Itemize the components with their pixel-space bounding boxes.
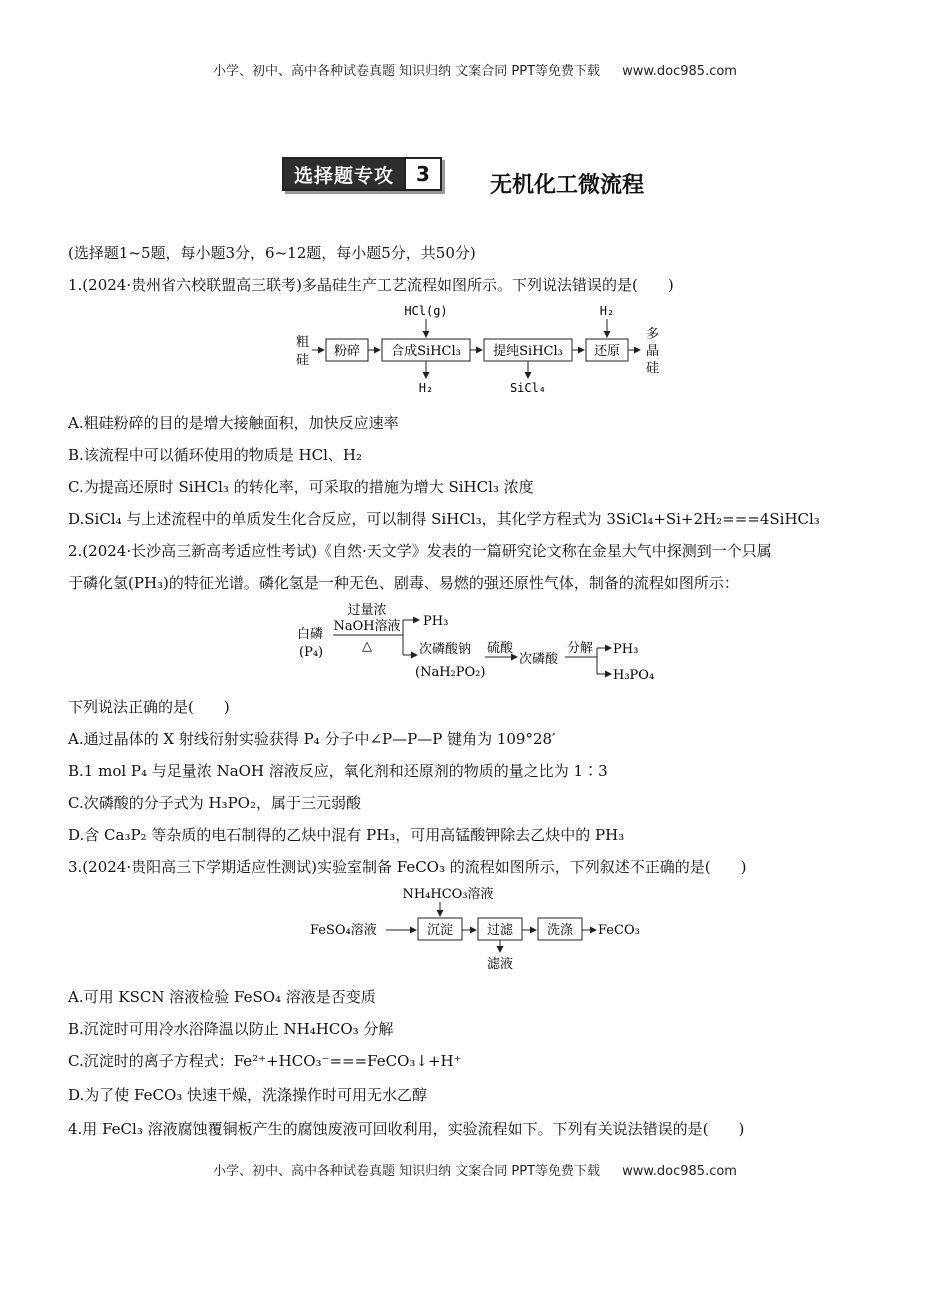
- q2-cond-3: △: [362, 639, 372, 654]
- q1-box-reduce-label: 还原: [593, 344, 621, 359]
- q3-option-d: D.为了使 FeCO₃ 快速干燥，洗涤操作时可用无水乙醇: [68, 1086, 428, 1104]
- q1-start-2: 硅: [296, 353, 310, 368]
- q2-start-sub: (P₄): [299, 645, 324, 660]
- q2-mid: 次磷酸钠: [419, 642, 472, 657]
- q3-start: FeSO₄溶液: [310, 923, 377, 938]
- q2-flow-diagram: [295, 600, 665, 686]
- q1-option-d: D.SiCl₄ 与上述流程中的单质发生化合反应，可以制得 SiHCl₃，其化学方程式为 3SiCl₄+Si+2H₂===4SiHCl₃: [68, 510, 820, 528]
- q2-option-d: D.含 Ca₃P₂ 等杂质的电石制得的乙炔中混有 PH₃，可用高锰酸钾除去乙炔中的 PH₃: [68, 826, 625, 844]
- page-header: [0, 60, 950, 79]
- header-site[interactable]: www.doc985.com: [622, 64, 737, 79]
- q3-out-filtrate: 滤液: [486, 957, 514, 972]
- q2-ask: 下列说法正确的是( ): [68, 698, 230, 716]
- q2-option-b: B.1 mol P₄ 与足量浓 NaOH 溶液反应，氧化剂和还原剂的物质的量之比为 1∶3: [68, 762, 608, 780]
- q1-box-crush-label: 粉碎: [333, 344, 361, 359]
- q3-box-wash-label: 洗涤: [546, 923, 574, 938]
- q1-option-c: C.为提高还原时 SiHCl₃ 的转化率，可采取的措施为增大 SiHCl₃ 浓度: [68, 478, 534, 496]
- q2-cond-2: NaOH溶液: [333, 619, 401, 634]
- q4-stem: 4.用 FeCl₃ 溶液腐蚀覆铜板产生的腐蚀废液可回收利用，实验流程如下。下列有关说法错误的是( ): [68, 1120, 745, 1138]
- q2-option-c: C.次磷酸的分子式为 H₃PO₂，属于三元弱酸: [68, 794, 361, 812]
- q2-start: 白磷: [297, 627, 324, 642]
- q2-prod-2: PH₃: [613, 642, 639, 657]
- q1-end-1: 多: [646, 327, 660, 342]
- q1-in-hcl: HCl(g): [404, 304, 448, 318]
- q3-option-b: B.沉淀时可用冷水浴降温以防止 NH₄HCO₃ 分解: [68, 1020, 394, 1038]
- q1-option-a: A.粗硅粉碎的目的是增大接触面积，加快反应速率: [68, 414, 399, 432]
- footer-text: 小学、初中、高中各种试卷真题 知识归纳 文案合同 PPT等免费下载: [213, 1164, 601, 1179]
- footer-site[interactable]: www.doc985.com: [622, 1164, 737, 1179]
- q1-end-3: 硅: [646, 361, 660, 376]
- q1-start-1: 粗: [296, 335, 310, 350]
- q3-box-precip-label: 沉淀: [426, 923, 454, 938]
- q1-option-b: B.该流程中可以循环使用的物质是 HCl、H₂: [68, 446, 363, 464]
- q2-stem-2: 于磷化氢(PH₃)的特征光谱。磷化氢是一种无色、剧毒、易燃的强还原性气体，制备的流程如图所示：: [68, 574, 739, 592]
- q3-end: FeCO₃: [598, 923, 640, 938]
- q2-next: 次磷酸: [519, 652, 559, 667]
- q2-cond-1: 过量浓: [347, 603, 387, 618]
- page-footer: [0, 1160, 950, 1179]
- q2-mid-sub: (NaH₂PO₂): [415, 665, 486, 680]
- q1-flow-diagram: [290, 300, 670, 400]
- q3-option-c: C.沉淀时的离子方程式：Fe²⁺+HCO₃⁻===FeCO₃↓+H⁺: [68, 1052, 462, 1070]
- q3-box-filter-label: 过滤: [486, 923, 514, 938]
- q2-decomp: 分解: [567, 641, 594, 656]
- badge-label: 选择题专攻: [294, 164, 395, 187]
- q3-option-a: A.可用 KSCN 溶液检验 FeSO₄ 溶液是否变质: [68, 988, 376, 1006]
- q3-stem: 3.(2024·贵阳高三下学期适应性测试)实验室制备 FeCO₃ 的流程如图所示，下列叙述不正确的是( ): [68, 858, 747, 876]
- q1-end-2: 晶: [646, 344, 660, 359]
- q1-in-h2: H₂: [599, 304, 615, 318]
- q1-box-purify-label: 提纯SiHCl₃: [493, 344, 563, 359]
- q2-prod-3: H₃PO₄: [613, 668, 655, 683]
- q2-prod-1: PH₃: [423, 614, 449, 629]
- q2-option-a: A.通过晶体的 X 射线衍射实验获得 P₄ 分子中∠P—P—P 键角为 109°28′: [68, 730, 556, 748]
- q1-out-h2: H₂: [418, 381, 434, 395]
- intro-text: (选择题1~5题，每小题3分，6~12题，每小题5分，共50分): [68, 244, 476, 262]
- q1-box-synth-label: 合成SiHCl₃: [391, 344, 461, 359]
- q1-out-sicl4: SiCl₄: [509, 381, 547, 395]
- q2-stem-1: 2.(2024·长沙高三新高考适应性考试)《自然·天文学》发表的一篇研究论文称在金星大气中探测到一个只属: [68, 542, 772, 560]
- badge-number: 3: [404, 159, 440, 189]
- q2-acid: 硫酸: [487, 641, 514, 656]
- section-badge: [282, 156, 442, 192]
- header-text: 小学、初中、高中各种试卷真题 知识归纳 文案合同 PPT等免费下载: [213, 64, 601, 79]
- q3-flow-diagram: [308, 884, 648, 976]
- q1-stem: 1.(2024·贵州省六校联盟高三联考)多晶硅生产工艺流程如图所示。下列说法错误的是( ): [68, 276, 674, 294]
- page-title: 无机化工微流程: [490, 173, 645, 198]
- q3-in-reagent: NH₄HCO₃溶液: [402, 887, 494, 902]
